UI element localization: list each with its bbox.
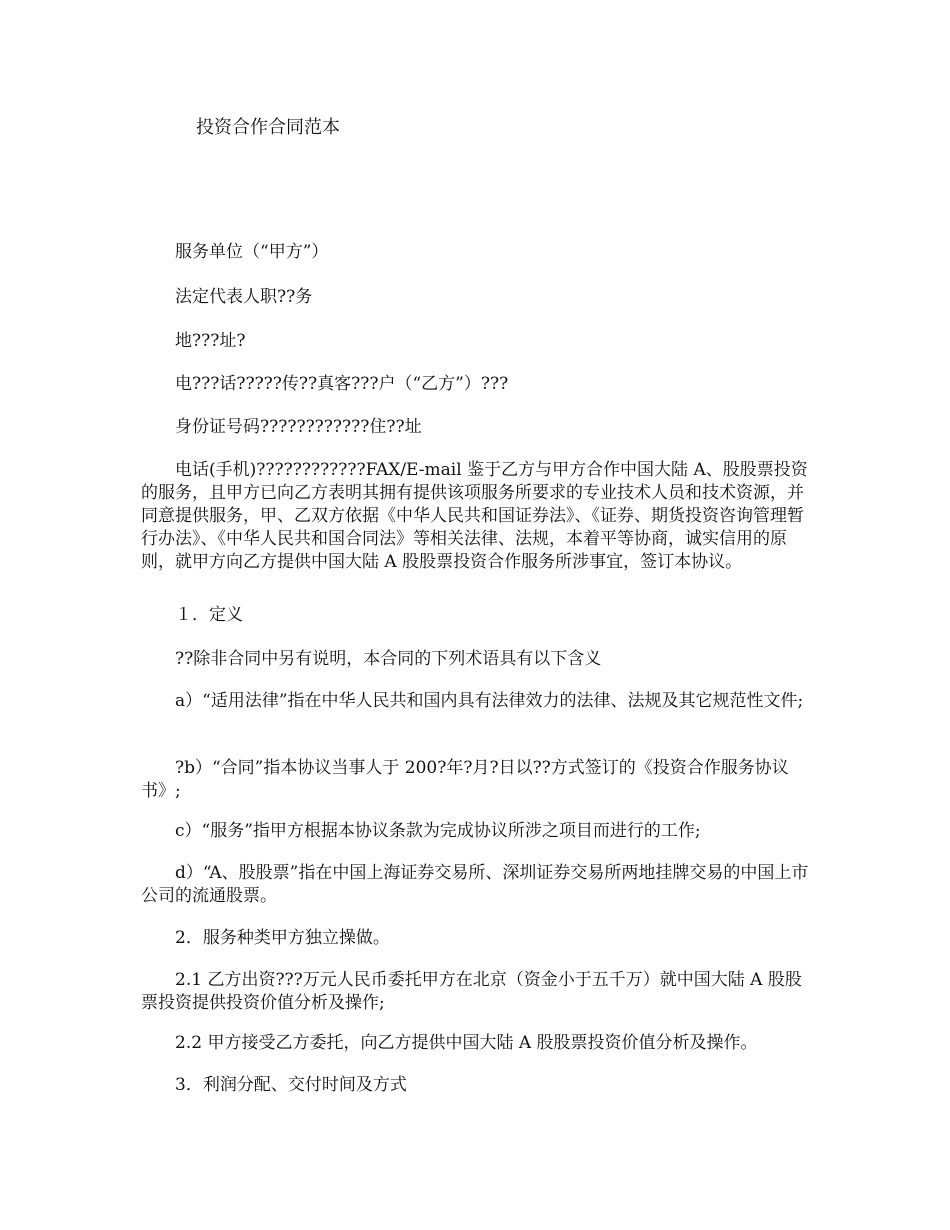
paragraph-recitals: 电话(手机)????????????FAX/E-mail 鉴于乙方与甲方合作中国大陆 A、股股票投资的服务，且甲方已向乙方表明其拥有提供该项服务所要求的专业技术人员和技术资源，并同意提供服务，甲、乙双方依据《中华人民共和国证券法》、《证券、期货投资咨询管理暂行办法》、《中华人民共和国合同法》等相关法律、法规，本着平等协商，诚实信用的原则，就甲方向乙方提供中国大陆 A 股股票投资合作服务所涉事宜，签订本协议。: [141, 460, 808, 572]
paragraph-phone-fax-client: 电???话?????传??真客???户（“乙方”）???: [175, 374, 509, 394]
section-heading-profit-distribution: 3．利润分配、交付时间及方式: [175, 1075, 407, 1095]
paragraph-legal-representative: 法定代表人职??务: [175, 287, 313, 307]
section-heading-definitions: １．定义: [175, 605, 243, 625]
clause-2-1: 2.1 乙方出资???万元人民币委托甲方在北京（资金小于五千万）就中国大陆 A 股股票投资提供投资价值分析及操作;: [141, 970, 802, 1013]
paragraph-party-a: 服务单位（“甲方”）: [175, 242, 329, 262]
definition-applicable-law: a）“适用法律”指在中华人民共和国内具有法律效力的法律、法规及其它规范性文件;: [175, 691, 804, 711]
document-title: 投资合作合同范本: [196, 117, 340, 138]
paragraph-address: 地???址?: [175, 331, 246, 351]
paragraph-id-number: 身份证号码????????????住??址: [175, 417, 422, 437]
definition-contract: ?b）“合同”指本协议当事人于 200?年?月?日以??方式签订的《投资合作服务协议书》;: [141, 758, 789, 801]
clause-2-2: 2.2 甲方接受乙方委托，向乙方提供中国大陆 A 股股票投资价值分析及操作。: [175, 1033, 758, 1053]
definition-service: c）“服务”指甲方根据本协议条款为完成协议所涉之项目而进行的工作;: [175, 821, 701, 841]
section-heading-service-type: 2．服务种类甲方独立操做。: [175, 928, 390, 948]
paragraph-definitions-intro: ??除非合同中另有说明，本合同的下列术语具有以下含义: [175, 649, 602, 669]
definition-a-shares: d）“A、股股票”指在中国上海证券交易所、深圳证券交易所两地挂牌交易的中国上市公司的流通股票。: [141, 863, 809, 906]
